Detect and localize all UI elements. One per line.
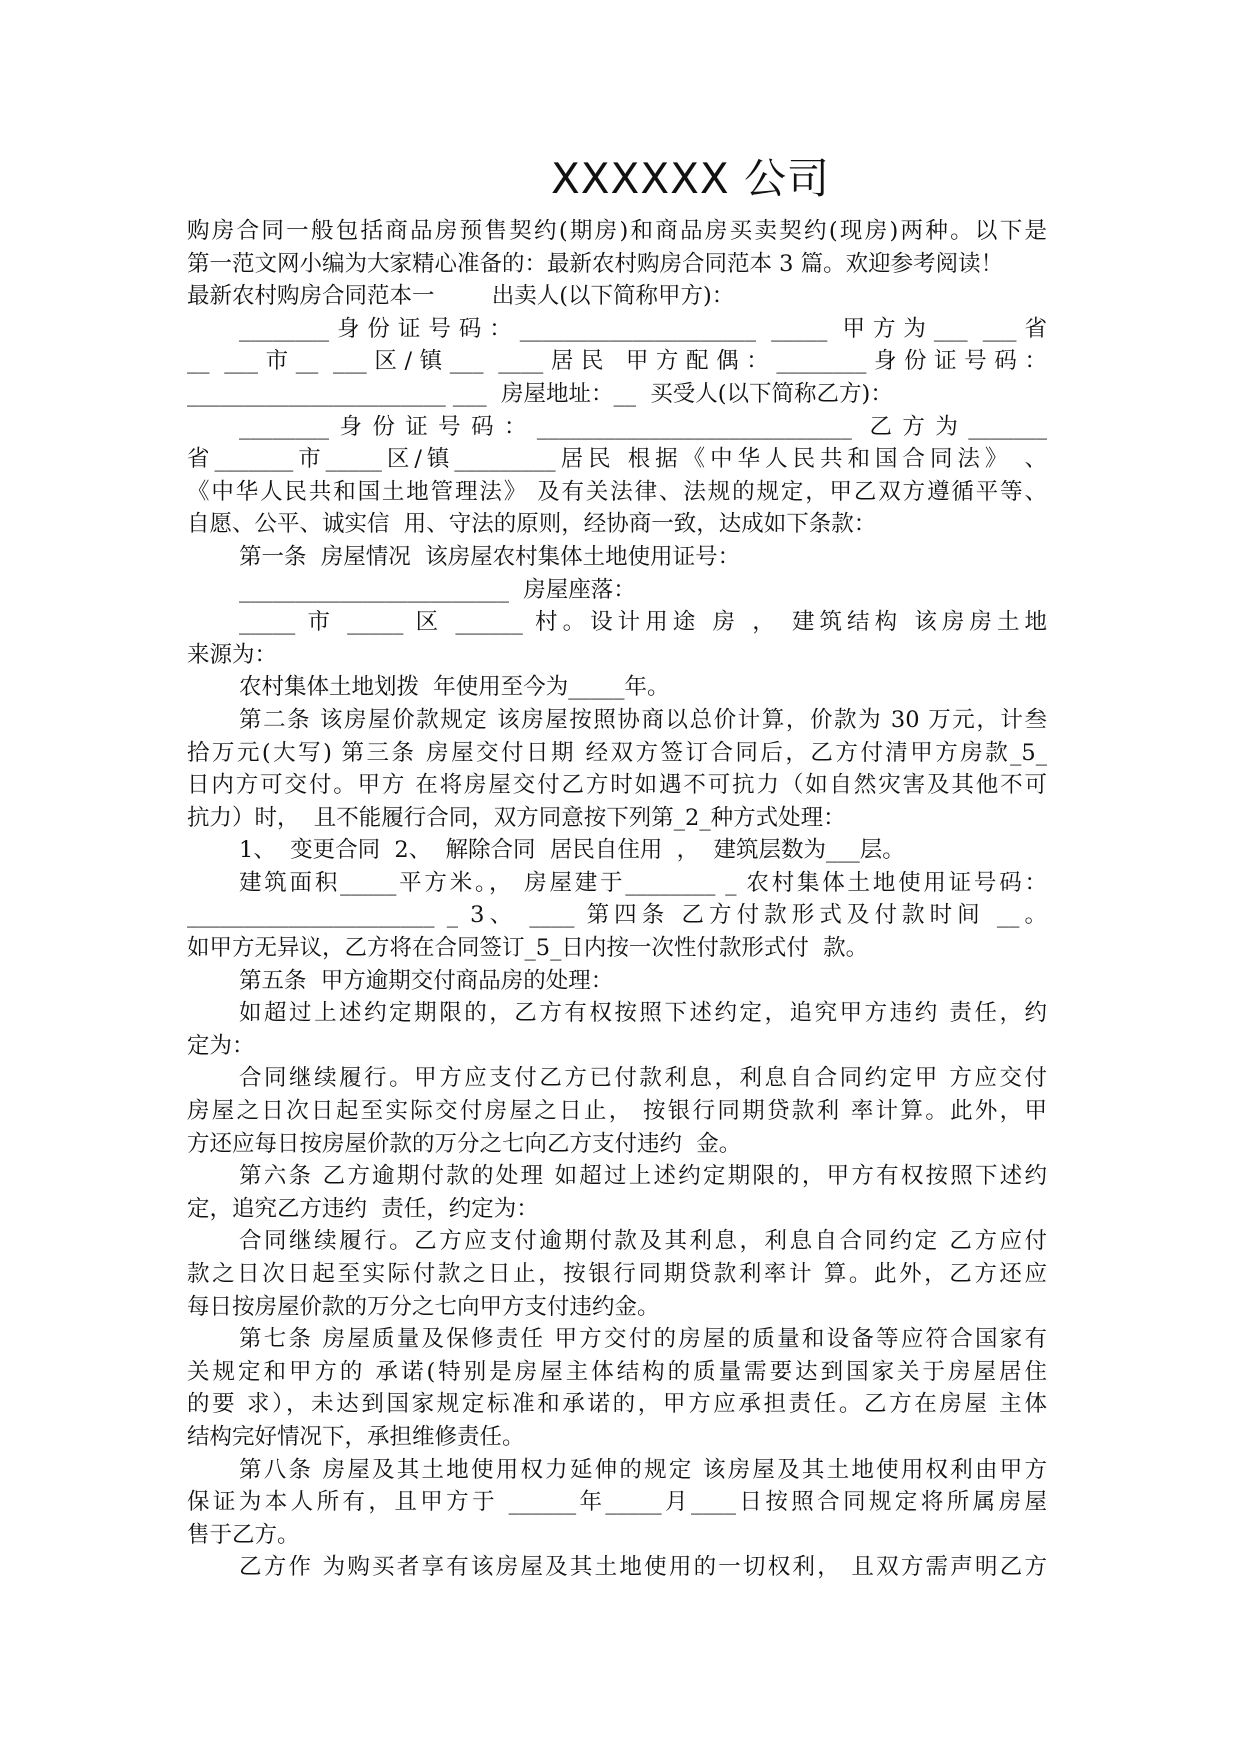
document-line: 农村集体土地划拨 年使用至今为_____年。: [239, 674, 670, 701]
document-line: 合同继续履行。乙方应支付逾期付款及其利息，利息自合同约定 乙方应付: [239, 1228, 1047, 1255]
document-line: 每日按房屋价款的万分之七向甲方支付违约金。: [187, 1293, 660, 1320]
document-line: 的要 求），未达到国家规定标准和承诺的，甲方应承担责任。乙方在房屋 主体: [187, 1391, 1047, 1418]
document-line: 关规定和甲方的 承诺(特别是房屋主体结构的质量需要达到国家关于房屋居住: [187, 1358, 1047, 1385]
document-line: _____ 市 _____ 区 ______ 村。设计用途 房 ， 建筑结构 该房房土地: [239, 609, 1047, 636]
document-line: 如甲方无异议，乙方将在合同签订_5_日内按一次性付款形式付 款。: [187, 935, 869, 962]
document-line: 款之日次日起至实际付款之日止，按银行同期贷款利率计 算。此外，乙方还应: [187, 1261, 1047, 1287]
document-line: 第二条 该房屋价款规定 该房屋按照协商以总价计算，价款为 30 万元，计叁: [239, 706, 1047, 733]
document-line: ________身份证号码：_____________________ _____ 甲方为___ ___省: [239, 315, 1047, 342]
document-line: 1、 变更合同 2、 解除合同 居民自住用 ， 建筑层数为___层。: [239, 837, 905, 864]
document-line: 售于乙方。: [187, 1521, 300, 1548]
document-line: 定为：: [187, 1032, 255, 1059]
document-line: 结构完好情况下，承担维修责任。: [187, 1423, 525, 1450]
document-line: 第一范文网小编为大家精心准备的：最新农村购房合同范本 3 篇。欢迎参考阅读！: [187, 250, 1004, 277]
document-line: 购房合同一般包括商品房预售契约(期房)和商品房买卖契约(现房)两种。以下是: [187, 218, 1047, 244]
document-line: 房屋之日次日起至实际交付房屋之日止， 按银行同期贷款利 率计算。此外，甲: [187, 1098, 1047, 1125]
document-line: 方还应每日按房屋价款的万分之七向乙方支付违约 金。: [187, 1130, 742, 1157]
document-body: [187, 215, 1047, 1584]
document-line: ________________________ 房屋座落：: [239, 576, 636, 603]
document-line: 最新农村购房合同范本一 出卖人(以下简称甲方)：: [187, 283, 735, 310]
document-line: 建筑面积_____平方米。， 房屋建于________ _ 农村集体土地使用证号码：: [239, 869, 1047, 896]
document-line: 日内方可交付。甲方 在将房屋交付乙方时如遇不可抗力（如自然灾害及其他不可: [187, 772, 1047, 799]
document-title: XXXXXX 公司: [551, 154, 830, 203]
document-line: 第七条 房屋质量及保修责任 甲方交付的房屋的质量和设备等应符合国家有: [239, 1326, 1047, 1353]
document-line: 拾万元(大写) 第三条 房屋交付日期 经双方签订合同后，乙方付清甲方房款_5_: [187, 739, 1047, 766]
document-line: 合同继续履行。甲方应支付乙方已付款利息，利息自合同约定甲 方应交付: [239, 1065, 1047, 1092]
document-line: 抗力）时， 且不能履行合同，双方同意按下列第_2_种方式处理：: [187, 804, 846, 831]
document-line: 来源为：: [187, 641, 278, 668]
document-line: 省_______市_____区/镇_________居民 根据《中华人民共和国合同法》 、: [187, 446, 1047, 473]
document-line: __ ___市__ ___区/镇___ ____居民 甲方配偶：________身份证号码：: [187, 348, 1047, 375]
document-line: 第八条 房屋及其土地使用权力延伸的规定 该房屋及其土地使用权利由甲方: [239, 1456, 1047, 1483]
document-line: 如超过上述约定期限的，乙方有权按照下述约定，追究甲方违约 责任，约: [239, 1000, 1047, 1027]
document-line: ______________________ _ 3、 ____ 第四条 乙方付款形式及付款时间 __。: [187, 902, 1047, 929]
document-line: 第一条 房屋情况 该房屋农村集体土地使用证号：: [239, 543, 741, 570]
document-line: 《中华人民共和国土地管理法》 及有关法律、法规的规定，甲乙双方遵循平等、: [187, 478, 1047, 505]
document-line: 第六条 乙方逾期付款的处理 如超过上述约定期限的，甲方有权按照下述约: [239, 1163, 1047, 1190]
document-line: 定，追究乙方违约 责任，约定为：: [187, 1195, 539, 1222]
document-line: 第五条 甲方逾期交付商品房的处理：: [239, 967, 614, 994]
document-line: _______________________ ___ 房屋地址：__ 买受人(以下简称乙方)：: [187, 380, 893, 407]
document-line: 保证为本人所有，且甲方于 ______年_____月____日按照合同规定将所属房屋: [187, 1489, 1047, 1516]
document-line: 乙方作 为购买者享有该房屋及其土地使用的一切权利， 且双方需声明乙方: [239, 1554, 1047, 1581]
document-line: ________身份证号码：____________________________ 乙方为_______: [239, 413, 1047, 440]
document-line: 自愿、公平、诚实信 用、守法的原则，经协商一致，达成如下条款：: [187, 511, 877, 538]
